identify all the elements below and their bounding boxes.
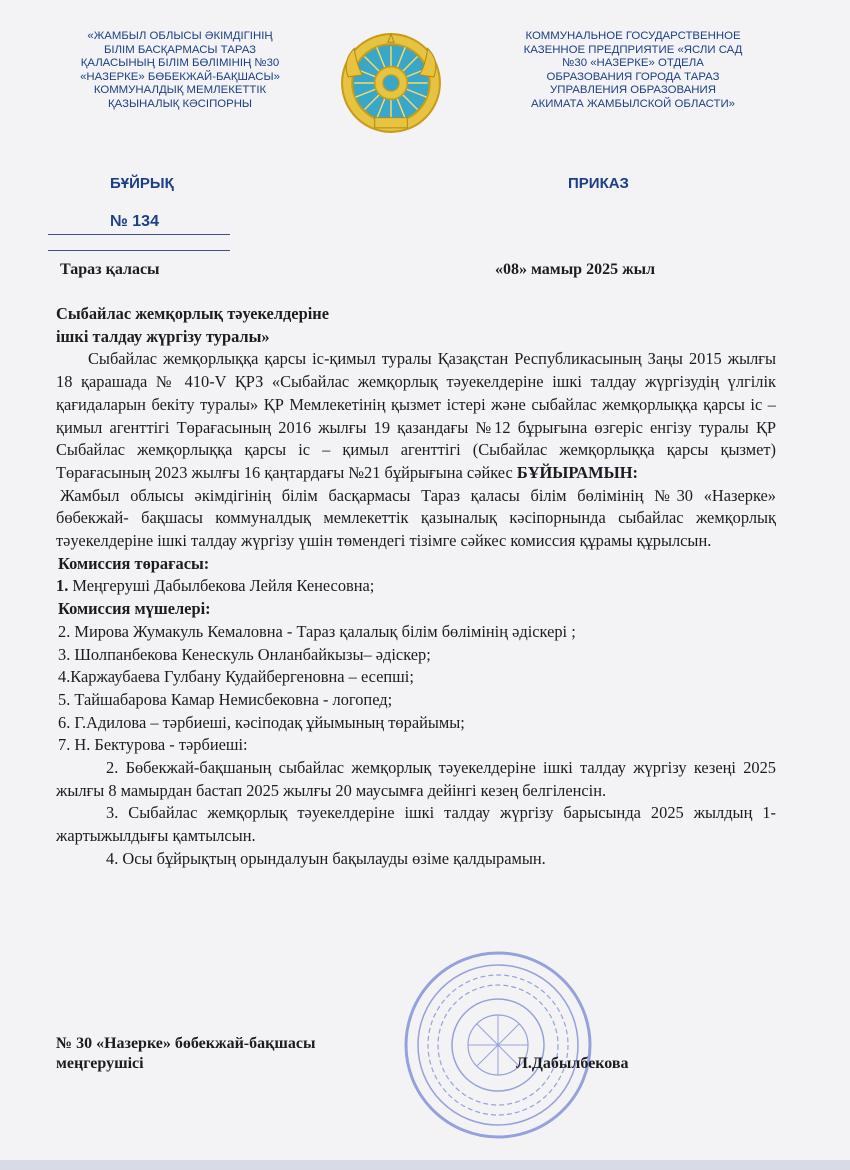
item-2-paragraph: 2. Бөбекжай-бақшаның сыбайлас жемқорлық тәуекелдеріне ішкі талдау жүргізу кезеңі 2025 жылғы 8 мамырдан бастап 2025 жылғы 20 маусымға дейінгі кезең белгіленсін. [56, 758, 776, 800]
item-3-paragraph: 3. Сыбайлас жемқорлық тәуекелдеріне ішкі талдау жүргізу барысында 2025 жылдың 1-жартыжылдығы қамтылсын. [56, 803, 776, 846]
header-right-line: №30 «НАЗЕРКЕ» ОТДЕЛА [562, 57, 704, 70]
header-right-line: УПРАВЛЕНИЯ ОБРАЗОВАНИЯ [550, 84, 716, 97]
chair-heading: Комиссия төрағасы: [58, 553, 210, 573]
members-heading: Комиссия мүшелері: [58, 599, 211, 619]
member-line: 4.Каржаубаева Гулбану Кудайбергеновна – есепші; [58, 667, 414, 687]
subject-line: Сыбайлас жемқорлық тәуекелдеріне [56, 304, 329, 323]
header-left-line: «НАЗЕРКЕ» БӨБЕКЖАЙ-БАҚШАСЫ» [80, 70, 280, 83]
number-underline [48, 234, 230, 235]
order-word: БҰЙЫРАМЫН: [516, 462, 638, 482]
title-kazakh: БҰЙРЫҚ [110, 175, 174, 192]
signature-line-1: № 30 «Назерке» бөбекжай-бақшасы [56, 1035, 316, 1052]
header-right-line: КОММУНАЛЬНОЕ ГОСУДАРСТВЕННОЕ [525, 30, 741, 42]
order-date: «08» мамыр 2025 жыл [495, 261, 656, 278]
subject-line: ішкі талдау жүргізу туралы» [56, 326, 270, 346]
signature-line-2: меңгерушісі [56, 1055, 144, 1072]
chair-line: 1. Меңгеруші Дабылбекова Лейля Кенесовна; [56, 576, 375, 596]
signature-block [56, 1034, 776, 1074]
title-russian: ПРИКАЗ [568, 175, 629, 192]
item-4-paragraph: 4. Осы бұйрықтың орындалуын бақылауды өзіме қалдырамын. [106, 848, 546, 868]
number-underline-2 [48, 250, 230, 251]
member-line: 5. Тайшабарова Камар Немисбековна - логопед; [58, 689, 393, 709]
header-left-line: ҚАЛАСЫНЫҢ БІЛІМ БӨЛІМІНІҢ №30 [80, 57, 280, 70]
header-right-line: АКИМАТА ЖАМБЫЛСКОЙ ОБЛАСТИ» [530, 97, 736, 110]
header-left-line: ҚАЗЫНАЛЫҚ КӘСІПОРНЫ [107, 97, 253, 110]
preamble-paragraph [56, 348, 776, 484]
item-1-paragraph: Жамбыл облысы әкімдігінің білім басқармасы Тараз қаласы білім бөлімінің №30 «Назерке» бөбекжай- бақшасы коммуналдық мемлекеттік қазыналық кәсіпорнында сыбайлас жемқорлық тәуекелдеріне ішкі талдау жүргізу үшін төмендегі тізімге сәйкес комиссия құрамы құрылсын. [56, 485, 776, 551]
header-right-line: КАЗЕННОЕ ПРЕДПРИЯТИЕ «ЯСЛИ САД [523, 43, 743, 56]
header-right-line: ОБРАЗОВАНИЯ ГОРОДА ТАРАЗ [546, 70, 720, 83]
member-line: 7. Н. Бектурова - тәрбиеші: [58, 735, 248, 755]
member-line: 6. Г.Адилова – тәрбиеші, кәсіподақ ұйымының төрайымы; [58, 712, 465, 732]
chair-name: Меңгеруші Дабылбекова Лейля Кенесовна; [72, 576, 375, 596]
header-right-block [478, 30, 788, 112]
order-number: № 134 [110, 213, 159, 230]
order-body [56, 303, 776, 871]
signatory-name: Л.Дабылбекова [516, 1055, 629, 1072]
header-left-block [35, 30, 325, 112]
member-line: 3. Шолпанбекова Кенескуль Онланбайкызы– әдіскер; [58, 644, 431, 664]
state-emblem-icon [340, 30, 442, 136]
header-left-line: БІЛІМ БАСҚАРМАСЫ ТАРАЗ [103, 43, 257, 56]
city-label: Тараз қаласы [60, 261, 160, 278]
member-line: 2. Мирова Жумакуль Кемаловна - Тараз қалалық білім бөлімінің әдіскері ; [58, 621, 576, 641]
scan-bottom-edge [0, 1160, 850, 1170]
header-left-line: «ЖАМБЫЛ ОБЛЫСЫ ӘКІМДІГІНІҢ [87, 30, 273, 42]
preamble-text: Сыбайлас жемқорлыққа қарсы іс-қимыл туралы Қазақстан Республикасының Заңы 2015 жылғы 18 қарашада № 410-V ҚРЗ «Сыбайлас жемқорлық тәуекелдеріне ішкі талдау жүргізудің үлгілік қағидаларын бекіту туралы» ҚР Мемлекетінің қызмет істері және сыбайлас жемқорлыққа қарсы іс – қимыл агенттігі Төрағасының 2016 жылғы 19 қазандағы №12 бұрығына өзгеріс енгізу туралы ҚР Сыбайлас жемқорлыққа қарсы іс – қимыл агенттігі (Сыбайлас жемқорлыққа қарсы қызмет) Төрағасының 2023 жылғы 16 қаңтардағы №21 бұйрығына сәйкес [56, 349, 776, 482]
header-left-line: КОММУНАЛДЫҚ МЕМЛЕКЕТТІК [93, 84, 267, 97]
